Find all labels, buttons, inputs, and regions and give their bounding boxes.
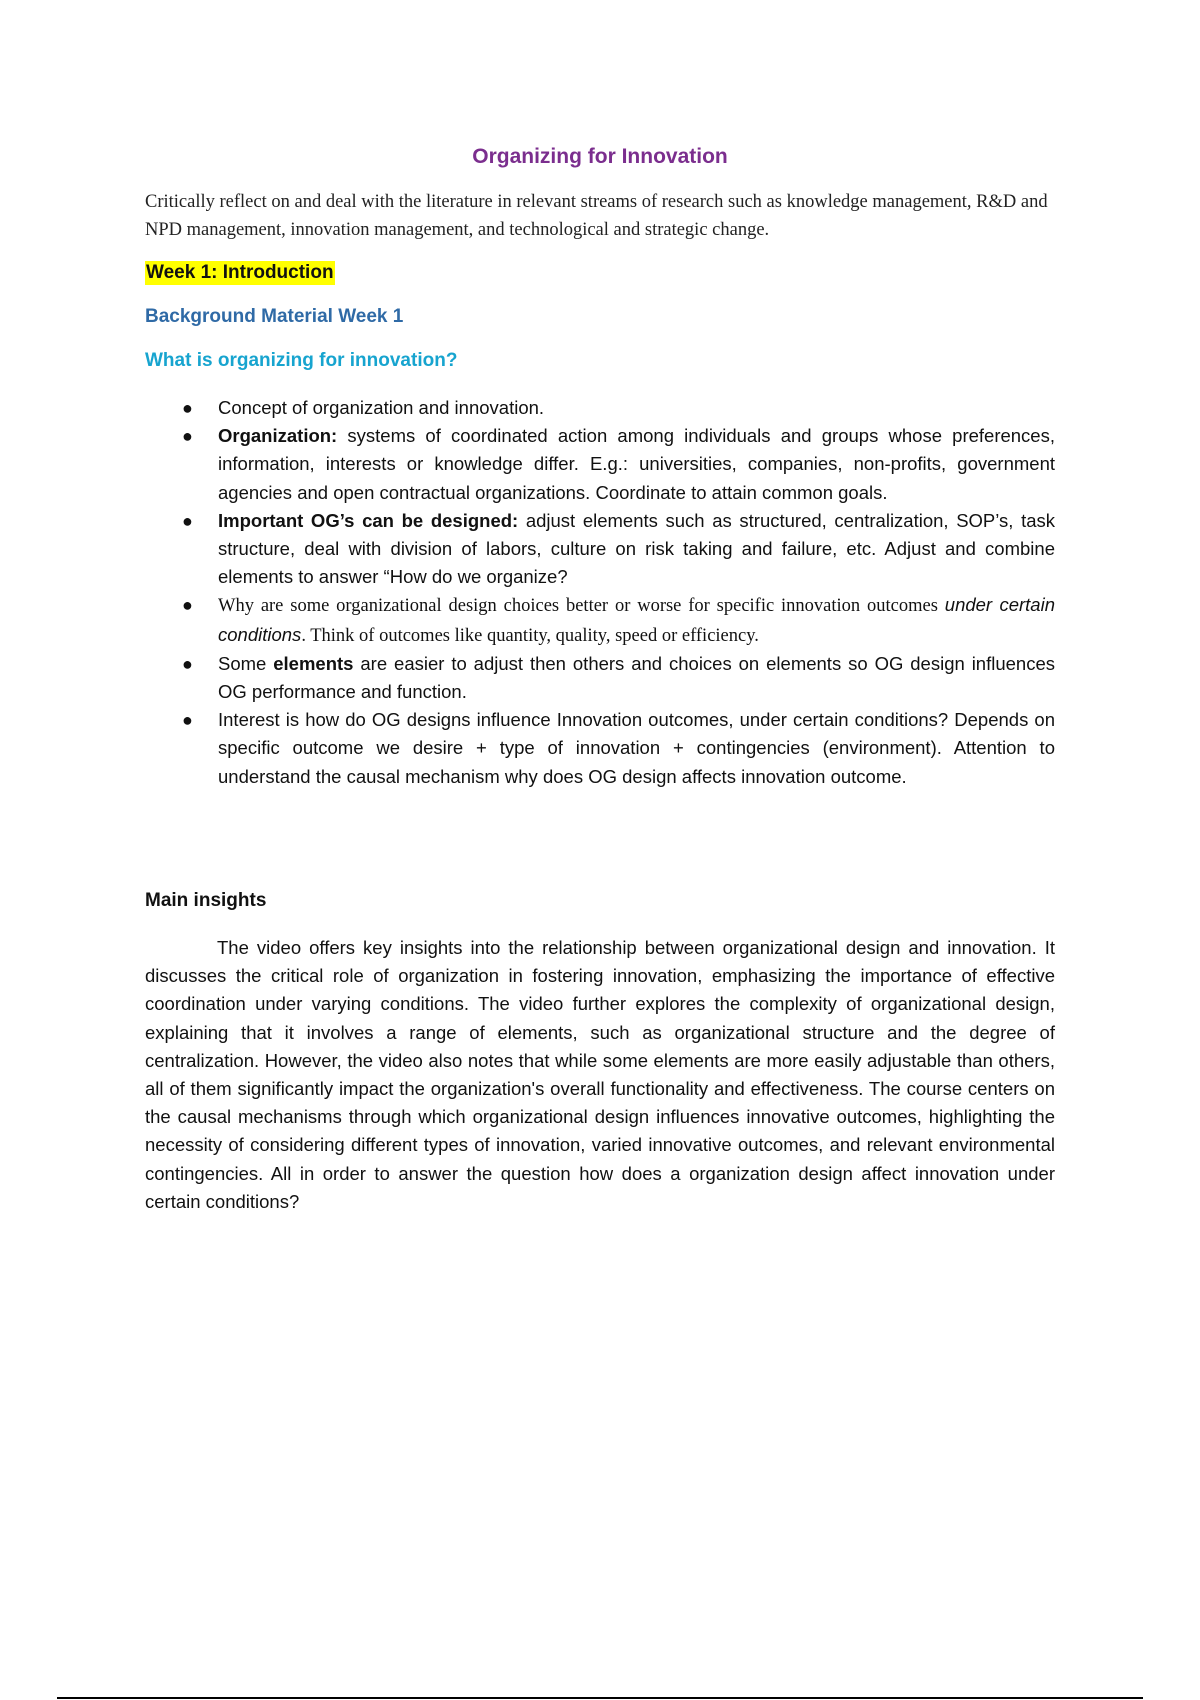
bullet-text: Concept of organization and innovation. — [218, 397, 545, 418]
intro-paragraph: Critically reflect on and deal with the literature in relevant streams of research such as knowledge management, R&D and NPD management, innovation management, and technological and strategic change. — [145, 192, 1048, 240]
bullet-icon: ● — [182, 426, 193, 447]
page-bottom-rule — [57, 1697, 1143, 1699]
bullet-bold-term: Important OG’s can be designed: — [218, 509, 519, 531]
bullet-icon: ● — [182, 710, 193, 731]
bullet-text-after: . Think of outcomes like quantity, quality, speed or efficiency. — [301, 625, 759, 646]
list-item — [145, 650, 1055, 706]
document-title: Organizing for Innovation — [472, 145, 728, 168]
question-heading: What is organizing for innovation? — [145, 350, 458, 371]
bullet-text: Why are some organizational design choices better or worse for specific innovation outcomes — [218, 596, 945, 617]
bullet-icon: ● — [182, 510, 193, 531]
list-item — [145, 507, 1055, 592]
background-material-heading: Background Material Week 1 — [145, 306, 404, 327]
list-item — [145, 422, 1055, 507]
bullet-icon: ● — [182, 653, 193, 674]
main-insights-heading: Main insights — [145, 890, 267, 911]
bullet-bold-term: elements — [273, 652, 354, 674]
bullet-icon: ● — [182, 398, 193, 418]
bullet-text: Some — [218, 652, 274, 674]
main-insights-paragraph: The video offers key insights into the relationship between organizational design and innovation. It discusses the critical role of organization in fostering innovation, emphasizing the importance of effective coordination under varying conditions. The video further explores the complexity of organizational design, explaining that it involves a range of elements, such as organizational structure and the degree of centralization. However, the video also notes that while some elements are more easily adjustable than others, all of them significantly impact the organization's overall functionality and effectiveness. The course centers on the causal mechanisms through which organizational design influences innovative outcomes, highlighting the necessity of considering different types of innovation, varied innovative outcomes, and relevant environmental contingencies. All in order to answer the question how does a organization design affect innovation under certain conditions? — [145, 937, 1055, 1212]
bullet-icon: ● — [182, 595, 193, 616]
list-item — [145, 394, 1055, 422]
list-item — [145, 591, 1055, 649]
bullet-list — [145, 394, 1055, 791]
bullet-text: Interest is how do OG designs influence Innovation outcomes, under certain conditions? Depends on specific outcome we desire + type of innovation + contingencies (environment). Attention to understand the causal mechanism why does OG design affects innovation outcome. — [218, 709, 1055, 787]
bullet-text-after: are easier to adjust then others and choices on elements so OG design influences OG performance and function. — [218, 652, 1055, 703]
bullet-text: systems of coordinated action among individuals and groups whose preferences, information, interests or knowledge differ. E.g.: universities, companies, non-profits, government agencies and open contractual organizations. Coordinate to attain common goals. — [218, 425, 1055, 503]
bullet-bold-term: Organization: — [218, 425, 338, 447]
bullet-text: adjust elements such as structured, centralization, SOP’s, task structure, deal with division of labors, culture on risk taking and failure, etc. Adjust and combine elements to answer “How do we organize? — [218, 509, 1055, 588]
list-item — [145, 706, 1055, 791]
week-heading: Week 1: Introduction — [146, 262, 334, 283]
bullet-italic-term: under certain conditions — [218, 594, 1055, 645]
